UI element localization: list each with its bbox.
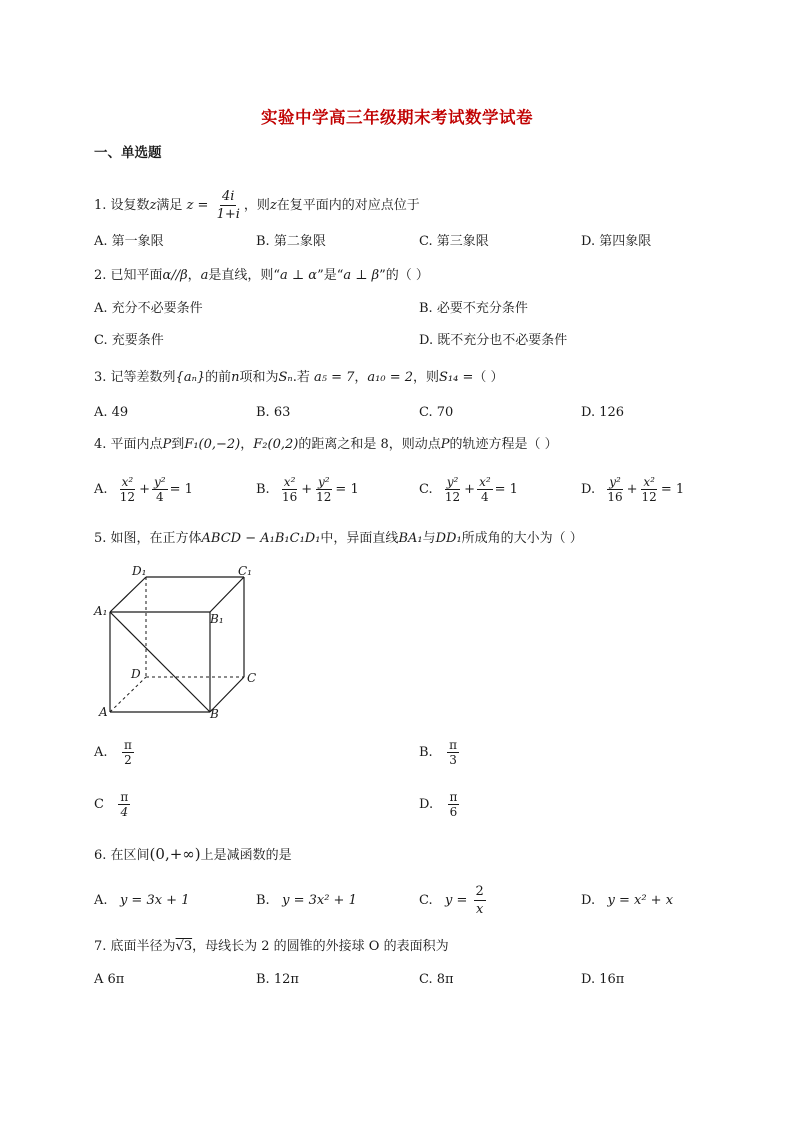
fraction — [447, 738, 459, 767]
fraction-numerator: 4i — [222, 189, 235, 204]
fraction — [215, 188, 242, 223]
question-text: 5. 如图，在正方体 — [94, 531, 202, 546]
section-heading: 一、单选题 — [94, 145, 162, 161]
option-b — [256, 475, 359, 504]
math-expr: z = — [186, 198, 209, 213]
option-a — [94, 738, 136, 767]
math-var: a — [200, 268, 209, 283]
option-d: D. 既不充分也不必要条件 — [419, 333, 568, 348]
math-var: P — [440, 437, 450, 452]
operator: + — [626, 482, 638, 497]
math-expr: a₅ = 7 — [313, 370, 355, 385]
vertex-label-c: C — [247, 671, 257, 685]
edge-b1-c1 — [210, 577, 244, 612]
question-text: ， — [240, 437, 254, 452]
fraction-numerator: π — [449, 738, 457, 752]
option-c — [94, 790, 132, 819]
math-expr: ABCD − A₁B₁C₁D₁ — [201, 531, 321, 546]
option-c: C. 70 — [419, 405, 454, 420]
option-d — [581, 475, 684, 504]
option-d: D. 126 — [581, 405, 625, 420]
math-expr: (0,+∞) — [149, 845, 201, 863]
option-b — [419, 738, 461, 767]
option-label: C. — [419, 482, 433, 497]
option-a: A 6π — [94, 972, 125, 987]
fraction-denominator: 12 — [641, 490, 657, 504]
math-expr: DD₁ — [435, 531, 462, 546]
math-expr: y = — [445, 893, 468, 908]
math-expr: BA₁ — [398, 531, 423, 546]
equation-rhs: = 1 — [335, 482, 359, 497]
fraction — [118, 475, 137, 504]
option-d — [419, 790, 461, 819]
question-1 — [94, 188, 420, 223]
fraction-numerator: x² — [283, 475, 296, 489]
question-text: 2. 已知平面 — [94, 268, 163, 283]
question-text: 7. 底面半径为 — [94, 939, 176, 954]
fraction-denominator: 12 — [444, 490, 461, 504]
option-label: A. — [94, 745, 108, 760]
vertex-label-a1: A₁ — [94, 604, 108, 618]
option-c — [419, 475, 518, 504]
question-text: （ ） — [473, 370, 504, 385]
fraction-denominator: 12 — [316, 490, 332, 504]
fraction-numerator: x² — [479, 475, 491, 489]
fraction-denominator: 1+i — [216, 207, 240, 222]
question-text: 上是减函数的是 — [200, 848, 292, 863]
fraction-denominator: 4 — [120, 805, 129, 819]
fraction-denominator: 3 — [449, 753, 457, 767]
question-text: 的轨迹方程是（ ） — [449, 437, 558, 452]
fraction — [314, 475, 333, 504]
fraction-denominator: x — [476, 902, 484, 917]
option-c: C. 充要条件 — [94, 333, 164, 348]
fraction — [448, 790, 460, 819]
question-text: 3. 记等差数列 — [94, 370, 176, 385]
option-a: A. 49 — [94, 405, 129, 420]
fraction-numerator: y² — [153, 475, 166, 489]
fraction — [118, 790, 130, 819]
math-var: n — [231, 370, 240, 385]
option-label: C. — [419, 893, 433, 908]
fraction-numerator: y² — [446, 475, 459, 489]
question-4 — [94, 436, 558, 454]
fraction-numerator: x² — [121, 475, 134, 489]
fraction — [640, 475, 659, 504]
option-b: B. 12π — [256, 972, 299, 987]
question-text: ，母线长为 2 的圆锥的外接球 O 的表面积为 — [192, 939, 449, 954]
fraction — [152, 475, 168, 504]
diagonal-a1-b — [110, 612, 210, 712]
question-number: 1. — [94, 198, 107, 213]
question-6 — [94, 845, 292, 865]
fraction-denominator: 6 — [449, 805, 458, 819]
vertex-label-b1: B₁ — [210, 612, 224, 626]
question-text: 所成角的大小为（ ） — [461, 531, 583, 546]
cube-figure — [90, 560, 270, 725]
question-text: 是直线，则“ — [208, 268, 281, 283]
option-label: B. — [419, 745, 433, 760]
question-text: ， — [187, 268, 201, 283]
option-c — [419, 883, 488, 918]
question-text: .若 — [292, 370, 310, 385]
fraction — [443, 475, 462, 504]
question-text: ”的（ ） — [379, 268, 429, 283]
exam-title: 实验中学高三年级期末考试数学试卷 — [261, 108, 533, 127]
question-text: 与 — [422, 531, 436, 546]
fraction — [122, 738, 134, 767]
option-a: A. 充分不必要条件 — [94, 301, 203, 316]
math-expr: √3 — [175, 939, 193, 954]
math-expr: a₁₀ = 2 — [367, 370, 413, 385]
math-expr: y = 3x² + 1 — [282, 893, 357, 908]
fraction-numerator: π — [123, 738, 132, 752]
option-d — [581, 892, 673, 910]
question-2 — [94, 267, 429, 285]
option-label: D. — [581, 482, 596, 497]
option-label: B. — [256, 482, 270, 497]
math-expr: a ⊥ α — [280, 268, 318, 283]
option-label: C — [94, 797, 104, 812]
option-label: B. — [256, 893, 270, 908]
fraction — [477, 475, 493, 504]
math-expr: F₂(0,2) — [253, 437, 299, 452]
operator: + — [139, 482, 150, 497]
fraction-numerator: y² — [317, 475, 330, 489]
option-label: A. — [94, 482, 108, 497]
option-label: A. — [94, 893, 108, 908]
equation-rhs: = 1 — [494, 482, 518, 497]
math-var: P — [162, 437, 172, 452]
fraction-numerator: x² — [643, 475, 655, 489]
fraction-denominator: 12 — [119, 490, 136, 504]
question-7 — [94, 938, 449, 956]
question-text: 的前 — [205, 370, 232, 385]
fraction-numerator: y² — [609, 475, 621, 489]
question-text: ，则 — [413, 370, 440, 385]
fraction — [474, 883, 486, 918]
math-var: z — [149, 198, 157, 213]
vertex-label-b: B — [210, 707, 219, 721]
fraction-denominator: 2 — [124, 753, 132, 767]
question-text: 设复数 — [110, 198, 150, 213]
vertex-label-d: D — [131, 667, 141, 681]
option-b — [256, 892, 357, 910]
option-a — [94, 892, 189, 910]
option-c: C. 第三象限 — [419, 234, 489, 249]
option-a: A. 第一象限 — [94, 234, 164, 249]
option-label: D. — [419, 797, 434, 812]
math-expr: α//β — [162, 268, 188, 283]
math-expr: F₁(0,−2) — [184, 437, 241, 452]
question-text: 到 — [171, 437, 185, 452]
question-text: ， — [354, 370, 368, 385]
fraction-numerator: 2 — [475, 884, 484, 899]
option-b: B. 第二象限 — [256, 234, 326, 249]
question-text: 6. 在区间 — [94, 848, 150, 863]
question-text: 4. 平面内点 — [94, 437, 163, 452]
vertex-label-a: A — [99, 705, 108, 719]
math-var: z — [269, 198, 277, 213]
fraction — [280, 475, 299, 504]
math-expr: a ⊥ β — [343, 268, 380, 283]
question-5 — [94, 530, 583, 548]
math-expr: y = 3x + 1 — [119, 893, 190, 908]
operator: + — [464, 482, 476, 497]
fraction-denominator: 16 — [607, 490, 623, 504]
hidden-edge-a-d — [110, 677, 146, 712]
option-b: B. 63 — [256, 405, 291, 420]
question-3 — [94, 369, 504, 387]
math-expr: Sₙ — [278, 370, 293, 385]
fraction-denominator: 4 — [481, 490, 489, 504]
option-label: D. — [581, 893, 596, 908]
option-c: C. 8π — [419, 972, 454, 987]
math-expr: S₁₄ = — [439, 370, 474, 385]
question-text: 的距离之和是 8，则动点 — [298, 437, 441, 452]
question-text: 项和为 — [239, 370, 279, 385]
option-d: D. 第四象限 — [581, 234, 652, 249]
fraction-denominator: 16 — [281, 490, 298, 504]
option-b: B. 必要不充分条件 — [419, 301, 528, 316]
fraction — [605, 475, 624, 504]
option-a — [94, 475, 193, 504]
math-expr: {aₙ} — [175, 370, 206, 385]
question-text: ”是“ — [317, 268, 344, 283]
equation-rhs: = 1 — [660, 482, 685, 497]
option-d: D. 16π — [581, 972, 625, 987]
vertex-label-d1: D₁ — [132, 564, 147, 578]
question-text: 在复平面内的对应点位于 — [276, 198, 420, 213]
operator: + — [301, 482, 313, 497]
question-text: 中，异面直线 — [320, 531, 399, 546]
fraction-numerator: π — [120, 790, 129, 804]
question-text: 满足 — [156, 198, 183, 213]
fraction-denominator: 4 — [155, 490, 164, 504]
question-text: ，则 — [243, 198, 270, 213]
vertex-label-c1: C₁ — [238, 564, 252, 578]
math-expr: y = x² + x — [607, 893, 674, 908]
edge-a1-d1 — [110, 577, 146, 612]
equation-rhs: = 1 — [169, 482, 193, 497]
fraction-numerator: π — [449, 790, 458, 804]
